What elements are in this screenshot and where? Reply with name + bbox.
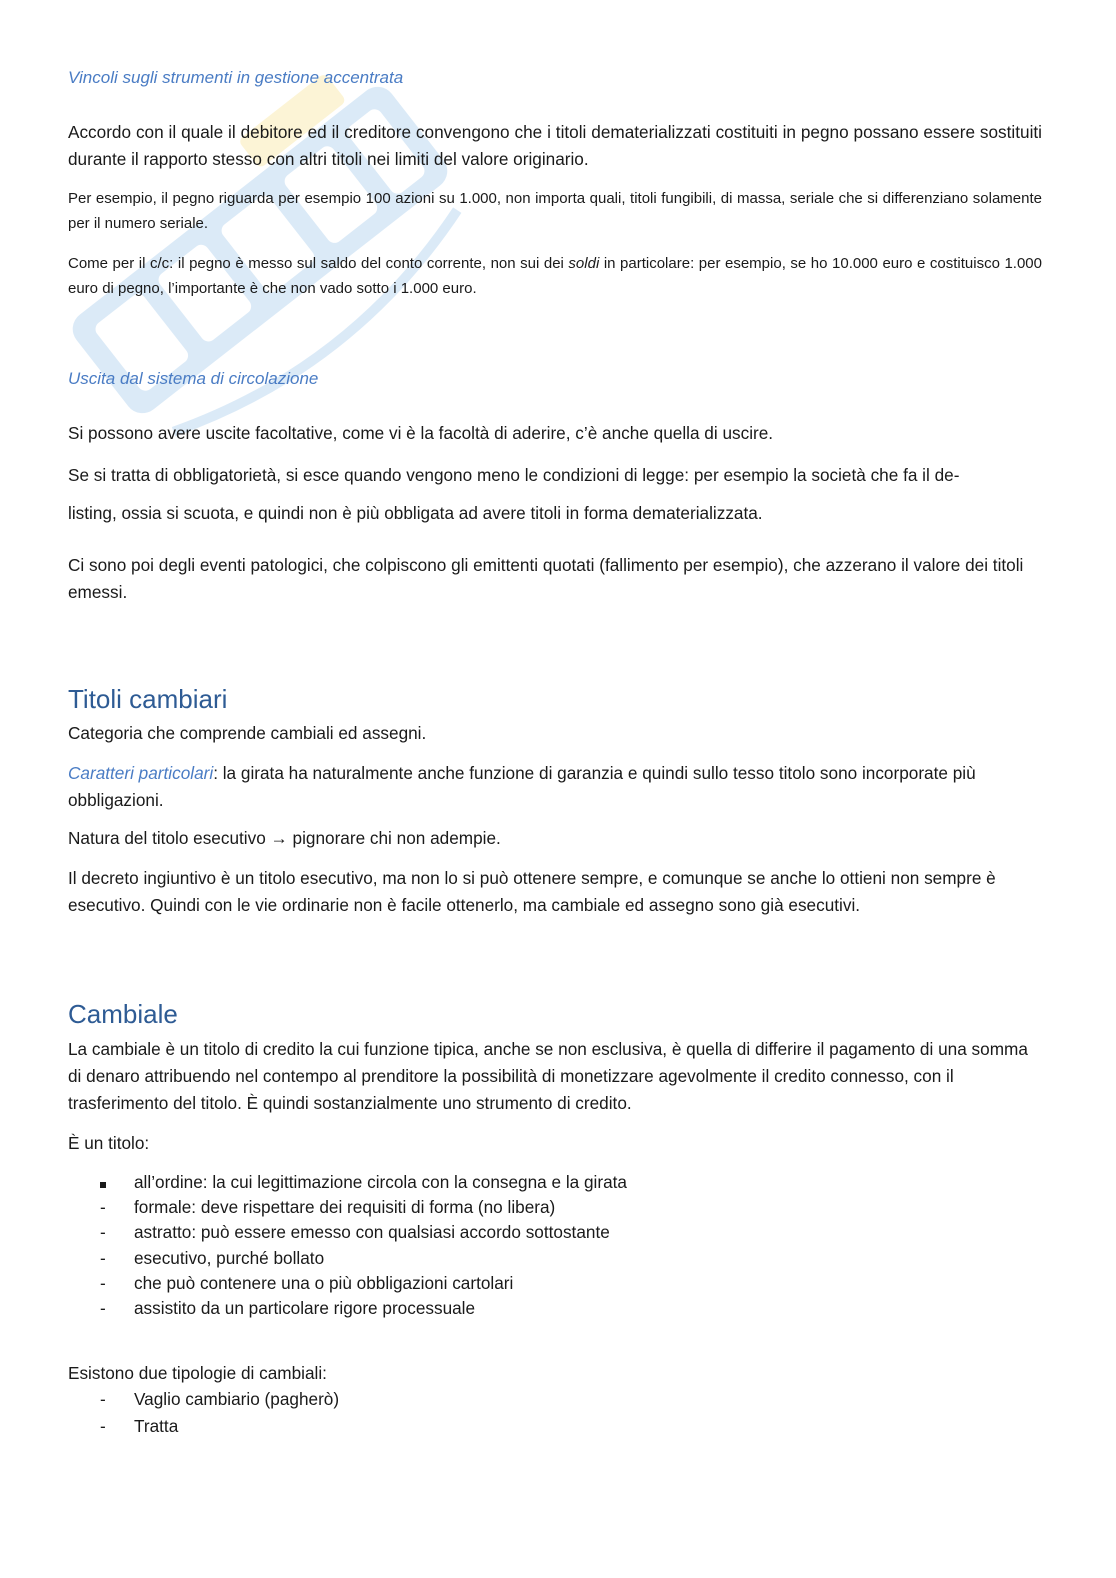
list-item: all’ordine: la cui legittimazione circola con la consegna e la girata [68, 1170, 1042, 1195]
paragraph-uscita-2-line-2: listing, ossia si scuota, e quindi non è più obbligata ad avere titoli in forma dematerializzata. [68, 503, 763, 523]
paragraph-vincoli-1: Accordo con il quale il debitore ed il creditore convengono che i titoli dematerializzati costituiti in pegno possano essere sostituiti durante il rapporto stesso con altri titoli nei limiti del valore originario. [68, 122, 1042, 169]
list-item: - Vaglio cambiario (pagherò) [100, 1389, 340, 1409]
heading-cambiale: Cambiale [68, 999, 178, 1029]
subtitle-vincoli: Vincoli sugli strumenti in gestione accentrata [68, 68, 404, 87]
heading-titoli-cambiari: Titoli cambiari [68, 684, 228, 714]
list-cambiale-features [68, 1170, 1042, 1321]
list-tipologie [68, 1386, 1042, 1440]
list-item: - formale: deve rispettare dei requisiti di forma (no libera) [100, 1197, 556, 1218]
paragraph-titoli-2: Caratteri particolari: la girata ha naturalmente anche funzione di garanzia e quindi sullo tesso titolo sono incorporate più obbligazioni. [68, 763, 976, 810]
paragraph-vincoli-3: Come per il c/c: il pegno è messo sul saldo del conto corrente, non sui dei soldi in particolare: per esempio, se ho 10.000 euro e costituisco 1.000 euro di pegno, l’importante è che non vado sotto i 1.000 euro. [68, 255, 1042, 297]
label-caratteri-particolari: Caratteri particolari [68, 763, 214, 783]
emphasis-soldi: soldi [568, 255, 600, 272]
paragraph-uscita-2-line-1: Se si tratta di obbligatorietà, si esce quando vengono meno le condizioni di legge: per esempio la società che fa il de- [68, 465, 960, 485]
list-item: - esecutivo, purché bollato [100, 1247, 325, 1268]
paragraph-tipologie-intro: Esistono due tipologie di cambiali: [68, 1363, 327, 1383]
subtitle-uscita: Uscita dal sistema di circolazione [68, 369, 319, 388]
list-item: - assistito da un particolare rigore processuale [100, 1298, 476, 1319]
list-item: - astratto: può essere emesso con qualsiasi accordo sottostante [100, 1222, 610, 1243]
paragraph-titoli-3: Natura del titolo esecutivo → pignorare chi non adempie. [68, 828, 501, 848]
paragraph-uscita-1: Si possono avere uscite facoltative, come vi è la facoltà di aderire, c’è anche quella di uscire. [68, 423, 774, 443]
paragraph-titoli-4: Il decreto ingiuntivo è un titolo esecutivo, ma non lo si può ottenere sempre, e comunque se anche lo ottieni non sempre è esecutivo. Quindi con le vie ordinarie non è facile ottenerlo, ma cambiale ed assegno sono già esecutivi. [68, 868, 996, 915]
paragraph-cambiale-1: La cambiale è un titolo di credito la cui funzione tipica, anche se non esclusiva, è quella di differire il pagamento di una somma di denaro attribuendo nel contempo al prenditore la possibilità di monetizzare agevolmente il credito connesso, con il trasferimento del titolo. È quindi sostanzialmente uno strumento di credito. [68, 1039, 1028, 1113]
list-item: - Tratta [100, 1416, 179, 1436]
arrow-right-icon: → [270, 828, 288, 848]
square-bullet-icon [100, 1170, 120, 1195]
paragraph-titoli-1: Categoria che comprende cambiali ed assegni. [68, 723, 427, 743]
watermark-logo [20, 40, 500, 460]
paragraph-cambiale-intro: È un titolo: [68, 1133, 150, 1153]
paragraph-uscita-3: Ci sono poi degli eventi patologici, che colpiscono gli emittenti quotati (fallimento per esempio), che azzerano il valore dei titoli emessi. [68, 555, 1024, 602]
paragraph-vincoli-2: Per esempio, il pegno riguarda per esempio 100 azioni su 1.000, non importa quali, titoli fungibili, di massa, seriale che si differenziano solamente per il numero seriale. [68, 190, 1042, 232]
list-item: - che può contenere una o più obbligazioni cartolari [100, 1272, 514, 1293]
